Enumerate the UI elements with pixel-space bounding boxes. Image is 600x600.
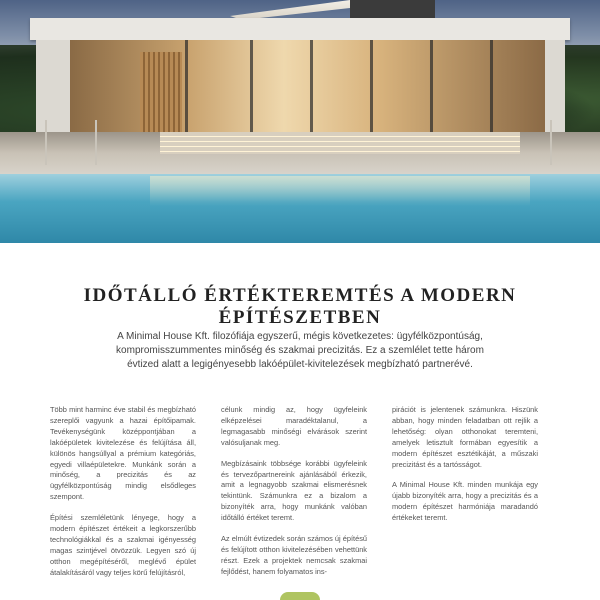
house-roof (30, 18, 570, 40)
paragraph: Az elmúlt évtizedek során számos új építésű és felújított otthon kivitelezésében vehettünk részt. Ezek a projektek nemcsak szakmai fejlődést, hanem folyamatos ins- (221, 534, 367, 576)
leaf-logo-icon (280, 592, 320, 600)
glass-railing (45, 120, 47, 165)
glass-frame (430, 40, 433, 132)
paragraph: célunk mindig az, hogy ügyfeleink elképzelései maradéktalanul, a legmagasabb minőségi elvárások szerint valósuljanak meg. (221, 405, 367, 447)
glass-railing (95, 120, 97, 165)
glass-frame (185, 40, 188, 132)
paragraph: Több mint harminc éve stabil és megbízható szereplői vagyunk a hazai építőipamak. Tevékenységünk középpontjában a lakóépületek kivitelezése és felújítása áll, különös hangsúllyal a prémium kategóriás, egyedi villaépületekre. Munkánk során a minőség, a precizitás és az ügyfélközpontúság mindig elsődleges szempont. (50, 405, 196, 502)
paragraph: Építési szemléletünk lényege, hogy a modern építészet értékeit a legkorszerűbb technológiákkal és a szakmai igényesség magas szintjével ötvözzük. Legyen szó új otthon megépítéséről, meglévő épület átalakításáról vagy teljes körű felújításról, (50, 513, 196, 577)
page-title: IDŐTÁLLÓ ÉRTÉKTEREMTÉS A MODERN ÉPÍTÉSZETBEN (83, 285, 517, 328)
text-column-2 (221, 405, 367, 588)
intro-paragraph: A Minimal House Kft. filozófiája egyszerű, mégis következetes: ügyfélközpontúság, kompromisszummentes minőség és szakmai precizitás. Ez a szemlélet tette három évtized alatt a legigényesebb lakóépület-kivitelezések megbízható partnerévé. (116, 331, 484, 370)
glass-frame (370, 40, 373, 132)
paragraph: pirációt is jelentenek számunkra. Hiszünk abban, hogy minden feladatban ott rejlik a lehetőség: olyan otthonokat teremteni, amelyek letisztult formában egyesítik a modern építészet esztétikáját, a műszaki precizitást és a tartósságot. (392, 405, 538, 469)
glass-frame (250, 40, 253, 132)
hero-photo (0, 0, 600, 243)
house-upper-level (350, 0, 435, 20)
wood-panel (140, 52, 182, 132)
glass-frame (310, 40, 313, 132)
house-wall-right (545, 40, 565, 135)
glass-railing (550, 120, 552, 165)
house-wall-left (36, 40, 70, 145)
pool-reflection (150, 176, 530, 206)
paragraph: Megbízásaink többsége korábbi ügyfeleink és tervezőpartnereink ajánlásából érkezik, amit a legnagyobb szakmai elismerésnek tekintünk. Számunkra ez a bizalom a bizonyíték arra, hogy munkánk valóban időtálló értéket teremt. (221, 458, 367, 523)
text-column-3 (392, 405, 538, 534)
text-column-1 (50, 405, 196, 589)
terrace-steps (160, 132, 520, 154)
glass-frame (490, 40, 493, 132)
paragraph: A Minimal House Kft. minden munkája egy újabb bizonyíték arra, hogy a precizitás és a modern építészet harmóniája maradandó értékeket teremt. (392, 480, 538, 523)
